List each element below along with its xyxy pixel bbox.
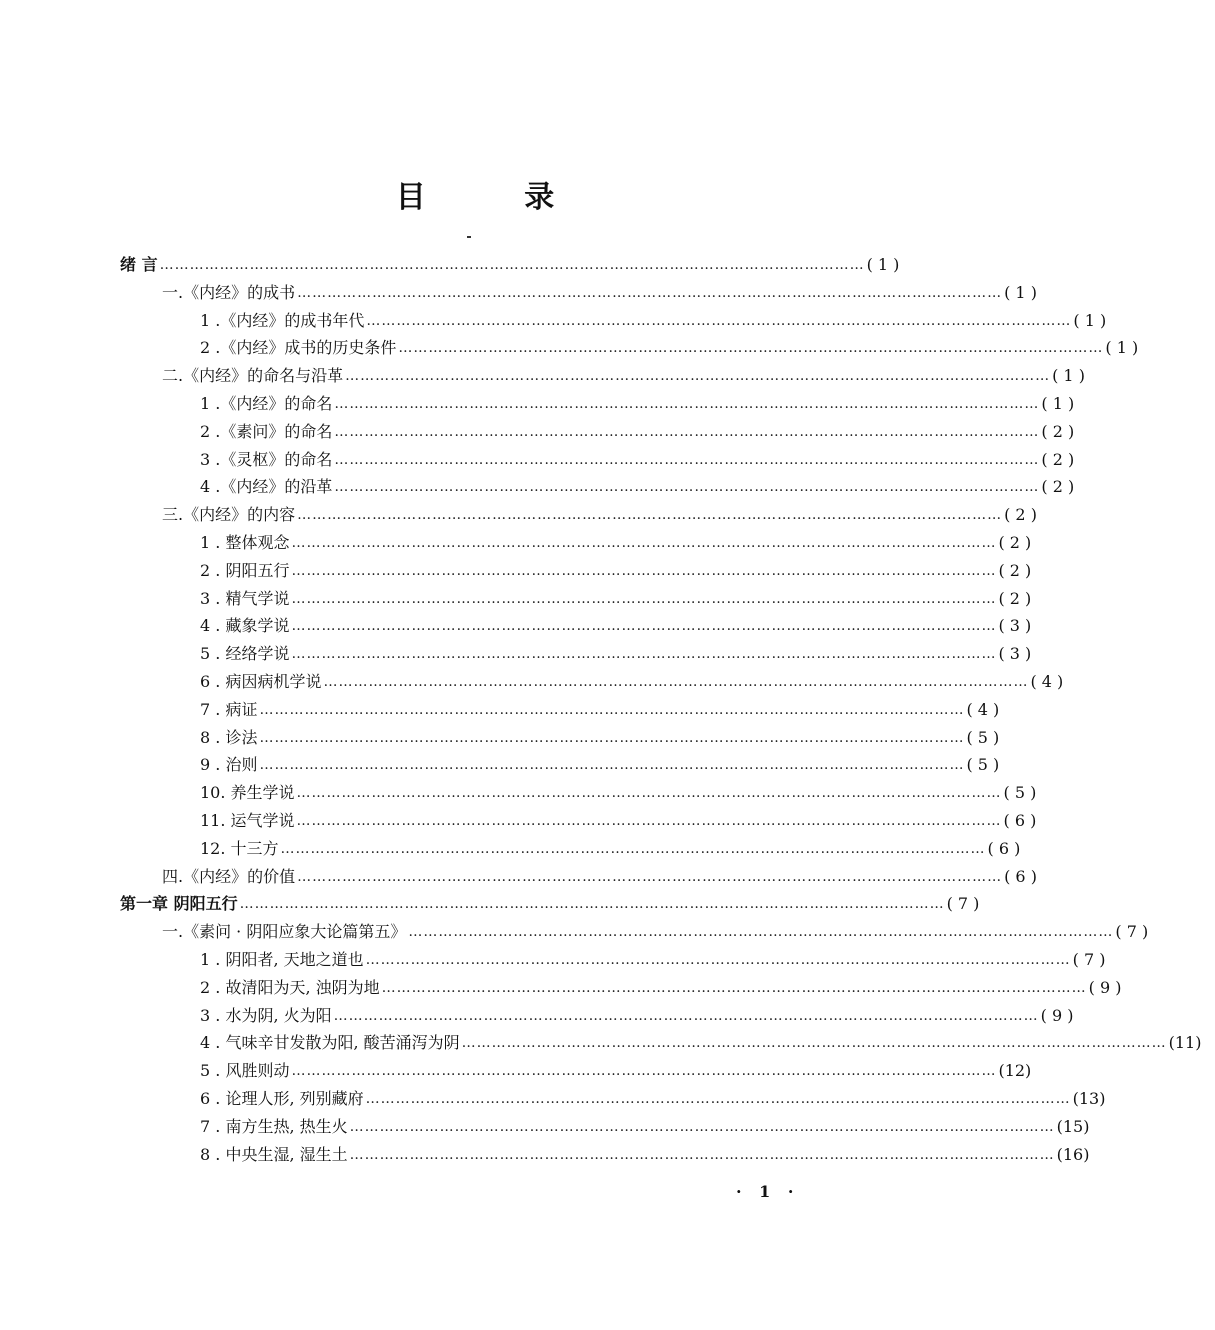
toc-entry-page: ( 7 ): [946, 894, 980, 914]
toc-entry: [200, 726, 1000, 750]
toc-entry: [200, 1059, 1032, 1083]
toc-entry-page: ( 1 ): [1041, 394, 1075, 413]
toc-entry-label: 7 . 病证: [200, 699, 258, 719]
toc-entry-page: ( 2 ): [998, 588, 1032, 608]
toc-entry-label: 1 .《内经》的命名: [200, 394, 333, 413]
toc-entry: [200, 753, 1000, 777]
toc-dot-leader: ……………………………………………………………………………………………………………………………: [381, 979, 1087, 996]
toc-entry-label: 一.《素问 · 阴阳应象大论篇第五》: [162, 922, 407, 942]
toc-dot-leader: ……………………………………………………………………………………………………………………………: [291, 618, 997, 635]
toc-entry-label: 2 . 故清阳为天, 浊阴为地: [200, 977, 380, 997]
toc-entry-label: 2 .《内经》成书的历史条件: [200, 338, 397, 358]
toc-entry-label: 一.《内经》的成书: [162, 282, 296, 302]
toc-entry: [162, 364, 1085, 388]
toc-entry-page: (12): [998, 1061, 1032, 1081]
toc-dot-leader: ……………………………………………………………………………………………………………………………: [333, 1007, 1039, 1024]
toc-entry: [200, 392, 1075, 416]
toc-entry-label: 4 . 气味辛甘发散为阳, 酸苦涌泻为阴: [200, 1033, 460, 1053]
toc-entry: [200, 336, 1139, 360]
toc-dot-leader: ……………………………………………………………………………………………………………………………: [291, 562, 997, 579]
toc-entry-page: (13): [1072, 1089, 1106, 1108]
toc-entry-page: ( 1 ): [1052, 366, 1085, 386]
toc-dot-leader: ……………………………………………………………………………………………………………………………: [349, 1118, 1055, 1135]
toc-entry-label: 1 . 整体观念: [200, 533, 290, 552]
toc-entry-label: 第一章 阴阳五行: [120, 894, 238, 914]
toc-entry-page: ( 2 ): [998, 560, 1032, 580]
page-number: · 1 ·: [736, 1182, 800, 1201]
toc-dot-leader: ……………………………………………………………………………………………………………………………: [365, 1091, 1071, 1107]
toc-entry: [162, 503, 1037, 527]
toc-entry: [162, 865, 1037, 889]
toc-entry: [200, 614, 1032, 638]
toc-entry-label: 3 . 精气学说: [200, 588, 290, 608]
toc-dot-leader: ……………………………………………………………………………………………………………………………: [259, 729, 965, 746]
toc-dot-leader: ……………………………………………………………………………………………………………………………: [297, 284, 1003, 301]
toc-dot-leader: ……………………………………………………………………………………………………………………………: [366, 312, 1072, 329]
toc-entry-label: 11. 运气学说: [200, 811, 295, 830]
toc-entry-page: ( 4 ): [1030, 672, 1064, 691]
toc-entry: [162, 281, 1037, 305]
toc-entry: [200, 1031, 1202, 1055]
toc-entry-page: ( 5 ): [1003, 783, 1037, 803]
toc-entry-label: 二.《内经》的命名与沿革: [162, 366, 344, 386]
toc-entry-label: 8 . 诊法: [200, 727, 258, 747]
toc-entry-label: 四.《内经》的价值: [162, 866, 296, 886]
toc-dot-leader: ……………………………………………………………………………………………………………………………: [291, 590, 997, 607]
toc-entry-label: 6 . 论理人形, 列别藏府: [200, 1089, 364, 1108]
toc-dot-leader: ……………………………………………………………………………………………………………………………: [259, 701, 965, 718]
toc-entry: [200, 837, 1021, 861]
toc-entry-page: ( 2 ): [1041, 477, 1075, 497]
toc-entry-label: 7 . 南方生热, 热生火: [200, 1116, 348, 1136]
toc-entry: [200, 587, 1032, 611]
toc-entry-page: ( 4 ): [966, 699, 1000, 719]
title-underline-mark: [467, 236, 471, 238]
toc-entry-page: ( 1 ): [866, 255, 900, 274]
toc-entry: [200, 1143, 1090, 1167]
toc-entry-page: ( 1 ): [1073, 310, 1107, 330]
toc-dot-leader: ……………………………………………………………………………………………………………………………: [296, 785, 1002, 802]
toc-entry-label: 3 . 水为阴, 火为阳: [200, 1005, 332, 1025]
toc-dot-leader: ……………………………………………………………………………………………………………………………: [291, 535, 997, 551]
toc-entry-page: ( 3 ): [998, 616, 1032, 636]
toc-entry: [200, 781, 1037, 805]
toc-entry-page: ( 9 ): [1088, 977, 1122, 997]
toc-entry-label: 2 .《素问》的命名: [200, 421, 333, 441]
toc-dot-leader: ……………………………………………………………………………………………………………………………: [159, 257, 865, 273]
toc-dot-leader: ……………………………………………………………………………………………………………………………: [334, 479, 1040, 496]
toc-dot-leader: ……………………………………………………………………………………………………………………………: [297, 507, 1003, 524]
toc-dot-leader: ……………………………………………………………………………………………………………………………: [334, 451, 1040, 468]
toc-dot-leader: ……………………………………………………………………………………………………………………………: [297, 868, 1003, 885]
toc-entry: [162, 920, 1149, 944]
toc-entry-label: 2 . 阴阳五行: [200, 560, 290, 580]
toc-entry-label: 8 . 中央生湿, 湿生土: [200, 1144, 348, 1164]
toc-entry-label: 10. 养生学说: [200, 783, 295, 803]
toc-entry: [200, 475, 1075, 499]
toc-dot-leader: ……………………………………………………………………………………………………………………………: [323, 674, 1029, 690]
toc-entry-page: ( 7 ): [1072, 950, 1106, 969]
toc-entry: [200, 670, 1064, 694]
toc-entry-page: ( 3 ): [998, 644, 1032, 664]
toc-entry-page: ( 9 ): [1040, 1005, 1074, 1025]
toc-entry-label: 三.《内经》的内容: [162, 505, 296, 525]
toc-entry-label: 9 . 治则: [200, 755, 258, 775]
toc-entry-page: ( 5 ): [966, 727, 1000, 747]
toc-entry-page: ( 6 ): [1004, 866, 1037, 886]
toc-entry-page: (15): [1056, 1116, 1090, 1136]
toc-entry: [200, 642, 1032, 666]
toc-dot-leader: ……………………………………………………………………………………………………………………………: [291, 646, 997, 663]
toc-entry: [200, 1115, 1090, 1139]
toc-entry-label: 1 .《内经》的成书年代: [200, 310, 365, 330]
toc-entry-label: 5 . 风胜则动: [200, 1061, 290, 1081]
toc-dot-leader: ……………………………………………………………………………………………………………………………: [349, 1146, 1055, 1163]
toc-entry-page: ( 2 ): [1041, 421, 1075, 441]
toc-entry-page: ( 6 ): [1003, 811, 1037, 830]
toc-entry-label: 1 . 阴阳者, 天地之道也: [200, 950, 364, 969]
toc-entry-label: 3 .《灵枢》的命名: [200, 449, 333, 469]
toc-dot-leader: ……………………………………………………………………………………………………………………………: [365, 952, 1071, 968]
toc-entry: [200, 976, 1122, 1000]
toc-entry: [200, 809, 1037, 833]
toc-dot-leader: ……………………………………………………………………………………………………………………………: [296, 813, 1002, 829]
toc-entry-page: ( 1 ): [1004, 282, 1037, 302]
toc-entry-label: 4 . 藏象学说: [200, 616, 290, 636]
toc-dot-leader: ……………………………………………………………………………………………………………………………: [398, 340, 1104, 357]
toc-entry: [200, 531, 1032, 555]
toc-dot-leader: ……………………………………………………………………………………………………………………………: [280, 840, 986, 857]
toc-entry-page: ( 2 ): [998, 533, 1032, 552]
toc-dot-leader: ……………………………………………………………………………………………………………………………: [291, 1063, 997, 1080]
toc-entry: [120, 253, 900, 277]
toc-entry: [200, 1087, 1106, 1111]
toc-entry-page: ( 6 ): [987, 838, 1021, 858]
toc-entry-label: 绪 言: [120, 255, 158, 274]
toc-entry-label: 4 .《内经》的沿革: [200, 477, 333, 497]
toc-dot-leader: ……………………………………………………………………………………………………………………………: [334, 423, 1040, 440]
toc-dot-leader: ……………………………………………………………………………………………………………………………: [259, 757, 965, 774]
toc-entry-page: ( 2 ): [1004, 505, 1037, 525]
toc-entry-label: 6 . 病因病机学说: [200, 672, 322, 691]
toc-entry-page: ( 5 ): [966, 755, 1000, 775]
toc-entry: [200, 559, 1032, 583]
toc-entry-page: ( 2 ): [1041, 449, 1075, 469]
page-title: 目 录: [395, 180, 599, 215]
toc-entry: [200, 948, 1106, 972]
toc-dot-leader: ……………………………………………………………………………………………………………………………: [345, 368, 1051, 385]
toc-entry-page: (16): [1056, 1144, 1090, 1164]
toc-entry: [200, 420, 1075, 444]
toc-entry-label: 5 . 经络学说: [200, 644, 290, 664]
toc-entry: [200, 448, 1075, 472]
toc-entry: [200, 309, 1107, 333]
toc-dot-leader: ……………………………………………………………………………………………………………………………: [461, 1035, 1167, 1052]
toc-dot-leader: ……………………………………………………………………………………………………………………………: [334, 396, 1040, 412]
toc-entry-page: (11): [1168, 1033, 1202, 1053]
toc-entry: [200, 1004, 1074, 1028]
toc-dot-leader: ……………………………………………………………………………………………………………………………: [239, 896, 945, 913]
toc-entry-page: ( 7 ): [1115, 922, 1149, 942]
toc-entry: [120, 892, 980, 916]
toc-entry-label: 12. 十三方: [200, 838, 279, 858]
toc-entry: [200, 698, 1000, 722]
toc-entry-page: ( 1 ): [1105, 338, 1139, 358]
toc-dot-leader: ……………………………………………………………………………………………………………………………: [408, 924, 1114, 941]
